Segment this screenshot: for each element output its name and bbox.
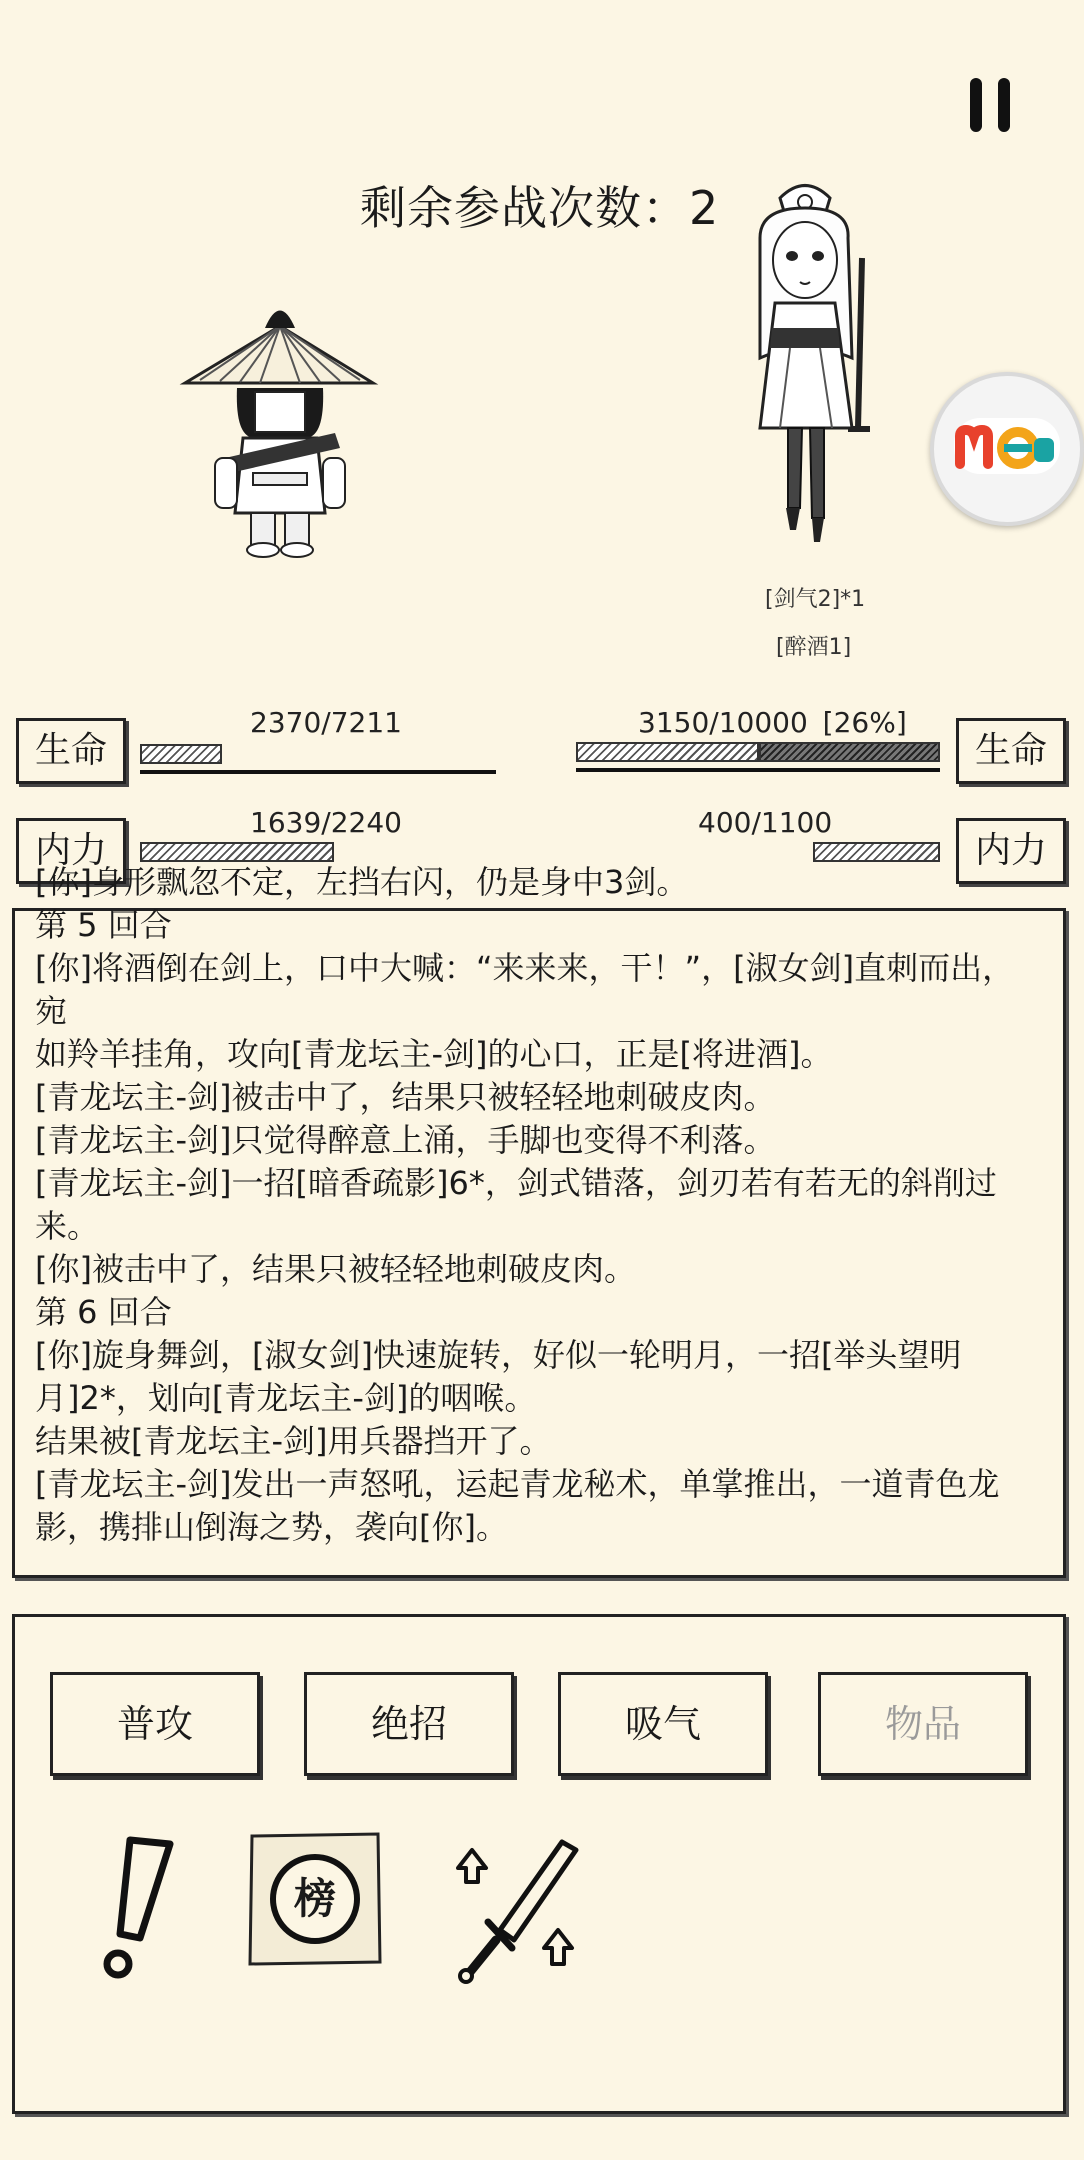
battle-log-line: [青龙坛主-剑]一招[暗香疏影]6*，剑式错落，剑刃若有若无的斜削过 [35, 1164, 997, 1202]
player-character [175, 288, 385, 558]
enemy-hp-value [638, 706, 907, 739]
player-hp-value: 2370/7211 [250, 706, 402, 739]
battle-log-line: [你]将酒倒在剑上，口中大喊：“来来来，干！”，[淑女剑]直刺而出，宛 [35, 949, 1015, 1030]
enemy-character [720, 178, 890, 558]
enemy-hp-label: 生命 [956, 718, 1066, 784]
enemy-hp-bar-fill [576, 742, 759, 762]
battle-log-content [35, 861, 1045, 1549]
items-button[interactable]: 物品 [818, 1672, 1028, 1776]
remaining-battles-count: 2 [689, 181, 720, 235]
attack-button[interactable]: 普攻 [50, 1672, 260, 1776]
battle-log-line: [你]身形飘忽不定，左挡右闪，仍是身中3剑。 [35, 863, 689, 901]
player-hp-bar-track [140, 770, 496, 774]
enemy-status-effect: [醉酒1] [776, 635, 852, 660]
enemy-mp-label: 内力 [956, 818, 1066, 884]
battle-log-line: 月]2*，划向[青龙坛主-剑]的咽喉。 [35, 1379, 537, 1417]
battle-log-line: [你]被击中了，结果只被轻轻地刺破皮肉。 [35, 1250, 636, 1288]
pause-button[interactable] [968, 78, 1014, 132]
battle-log-line: 来。 [35, 1207, 100, 1245]
enemy-status-effect: [剑气2]*1 [765, 587, 866, 612]
pause-icon-bar [970, 78, 982, 132]
ranking-glyph: 榜 [293, 1874, 336, 1923]
breathe-button[interactable]: 吸气 [558, 1672, 768, 1776]
ranking-button[interactable] [246, 1830, 384, 1968]
enemy-mp-bar-fill [813, 842, 940, 862]
remaining-battles [360, 172, 719, 238]
enemy-hp-bar-damage [759, 742, 940, 762]
sword-upgrade-icon[interactable] [452, 1836, 582, 1986]
enemy-hp-text: 3150/10000 [638, 706, 808, 739]
battle-log-line: [青龙坛主-剑]发出一声怒吼，运起青龙秘术，单掌推出，一道青色龙 [35, 1465, 1000, 1503]
ultimate-button[interactable]: 绝招 [304, 1672, 514, 1776]
player-hp-bar-fill [140, 744, 222, 764]
battle-log-line: 第 6 回合 [35, 1293, 172, 1331]
pause-icon-bar [998, 78, 1010, 132]
enemy-hp-bar-track [576, 768, 940, 772]
enemy-hp-percent: [26%] [822, 706, 907, 739]
battle-log-line: [青龙坛主-剑]只觉得醉意上涌，手脚也变得不利落。 [35, 1121, 776, 1159]
remaining-battles-label: 剩余参战次数： [360, 181, 689, 235]
exclamation-icon[interactable] [90, 1830, 180, 1980]
battle-log-line: [青龙坛主-剑]被击中了，结果只被轻轻地刺破皮肉。 [35, 1078, 776, 1116]
player-mp-value: 1639/2240 [250, 806, 402, 839]
player-mp-label: 内力 [16, 818, 126, 884]
me-logo-icon [934, 376, 1080, 522]
enemy-mp-value: 400/1100 [698, 806, 833, 839]
battle-log-line: 如羚羊挂角，攻向[青龙坛主-剑]的心口，正是[将进酒]。 [35, 1035, 833, 1073]
player-mp-bar-fill [140, 842, 334, 862]
player-hp-label: 生命 [16, 718, 126, 784]
battle-log[interactable] [12, 863, 1066, 1578]
me-badge[interactable] [930, 372, 1084, 526]
battle-log-line: 结果被[青龙坛主-剑]用兵器挡开了。 [35, 1422, 552, 1460]
battle-log-line: 第 5 回合 [35, 906, 172, 944]
battle-log-line: [你]旋身舞剑，[淑女剑]快速旋转，好似一轮明月，一招[举头望明 [35, 1336, 962, 1374]
battle-log-line: 影，携排山倒海之势，袭向[你]。 [35, 1508, 508, 1546]
